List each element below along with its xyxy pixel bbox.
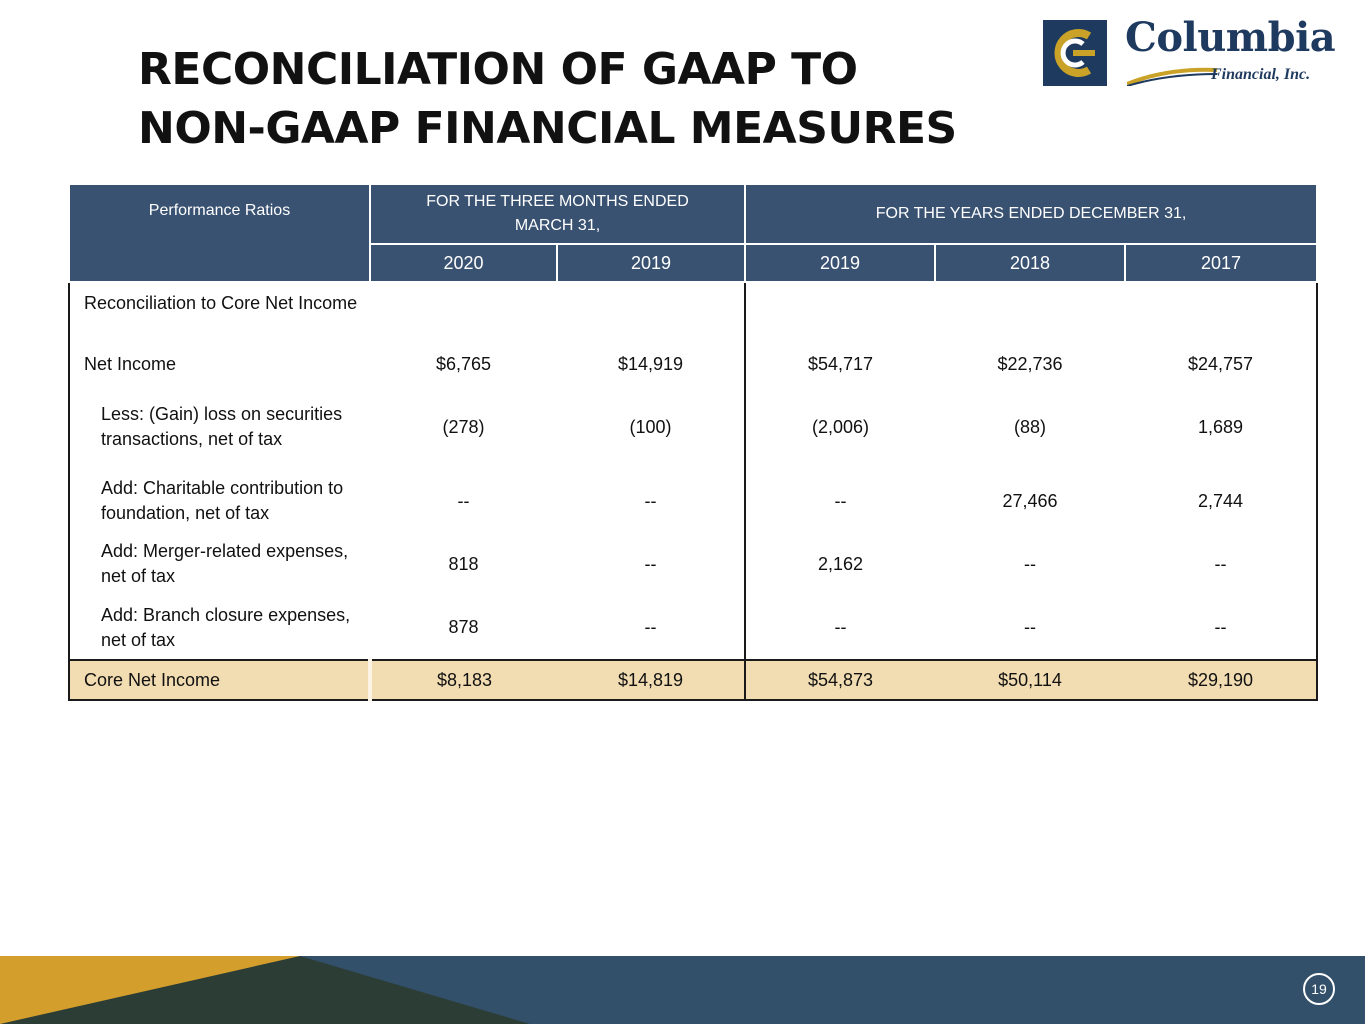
row-label: Net Income	[69, 344, 370, 384]
cell-value: --	[557, 532, 745, 596]
cell-value: 2,162	[817, 553, 864, 574]
table-row	[69, 470, 1317, 532]
year-header: 2018	[935, 244, 1125, 282]
total-value: $54,873	[745, 660, 935, 700]
row-label: Less: (Gain) loss on securities transactions, net of tax	[69, 384, 370, 470]
cell-value: --	[1024, 617, 1036, 637]
total-value: $29,190	[1125, 660, 1317, 700]
total-value: $8,183	[370, 660, 557, 700]
total-label: Core Net Income	[69, 660, 370, 700]
cell-value: --	[457, 490, 470, 511]
cell-value: 27,466	[1002, 490, 1058, 511]
cell-value: (278)	[442, 416, 485, 437]
total-value: $14,819	[557, 660, 745, 700]
row-label: Add: Charitable contribution to foundation, net of tax	[69, 470, 370, 532]
cell-value: $54,717	[807, 353, 874, 374]
footer-band	[0, 956, 1365, 1024]
table-row	[69, 532, 1317, 596]
title-line-1: RECONCILIATION OF GAAP TO	[138, 44, 858, 95]
cell-value: (100)	[557, 384, 745, 470]
cell-value: 2,744	[1125, 470, 1317, 532]
cell-value: --	[1024, 553, 1036, 574]
cell-value: (88)	[1013, 416, 1046, 437]
cell-value: (2,006)	[811, 416, 870, 437]
cell-value: 1,689	[1125, 384, 1317, 470]
reconciliation-table	[68, 183, 1316, 701]
logo-swoosh-icon	[1127, 66, 1217, 86]
cell-value: --	[834, 617, 847, 637]
cell-value: --	[557, 596, 745, 660]
header-years-ended: FOR THE YEARS ENDED DECEMBER 31,	[745, 184, 1317, 244]
cell-value: $24,757	[1125, 344, 1317, 384]
year-header: 2019	[557, 244, 745, 282]
cell-value: $22,736	[997, 353, 1063, 374]
header-performance-ratios: Performance Ratios	[69, 184, 370, 282]
logo-mark-icon	[1043, 20, 1107, 86]
year-header: 2019	[745, 244, 935, 282]
total-value: $50,114	[935, 660, 1125, 700]
cell-value: --	[1125, 596, 1317, 660]
title-line-2: NON-GAAP FINANCIAL MEASURES	[138, 103, 957, 154]
row-label: Add: Merger-related expenses, net of tax	[69, 532, 370, 596]
total-row	[69, 660, 1317, 700]
slide-title	[138, 40, 998, 158]
year-header: 2020	[370, 244, 557, 282]
table-row	[69, 344, 1317, 384]
row-label: Add: Branch closure expenses, net of tax	[69, 596, 370, 660]
cell-value: 818	[448, 553, 479, 574]
cell-value: --	[1125, 532, 1317, 596]
cell-value: $14,919	[557, 344, 745, 384]
cell-value: 878	[448, 617, 479, 637]
year-header: 2017	[1125, 244, 1317, 282]
cell-value: $6,765	[435, 353, 492, 374]
header-three-months: FOR THE THREE MONTHS ENDED MARCH 31,	[370, 184, 745, 244]
page-number: 19	[1303, 973, 1335, 1005]
table-row	[69, 384, 1317, 470]
table-row	[69, 282, 1317, 344]
company-logo	[1043, 14, 1338, 88]
logo-name: Columbia	[1125, 14, 1336, 61]
section-label: Reconciliation to Core Net Income	[69, 282, 370, 344]
cell-value: --	[834, 490, 847, 511]
table-row	[69, 596, 1317, 660]
cell-value: --	[557, 470, 745, 532]
logo-subtitle: Financial, Inc.	[1211, 66, 1311, 83]
